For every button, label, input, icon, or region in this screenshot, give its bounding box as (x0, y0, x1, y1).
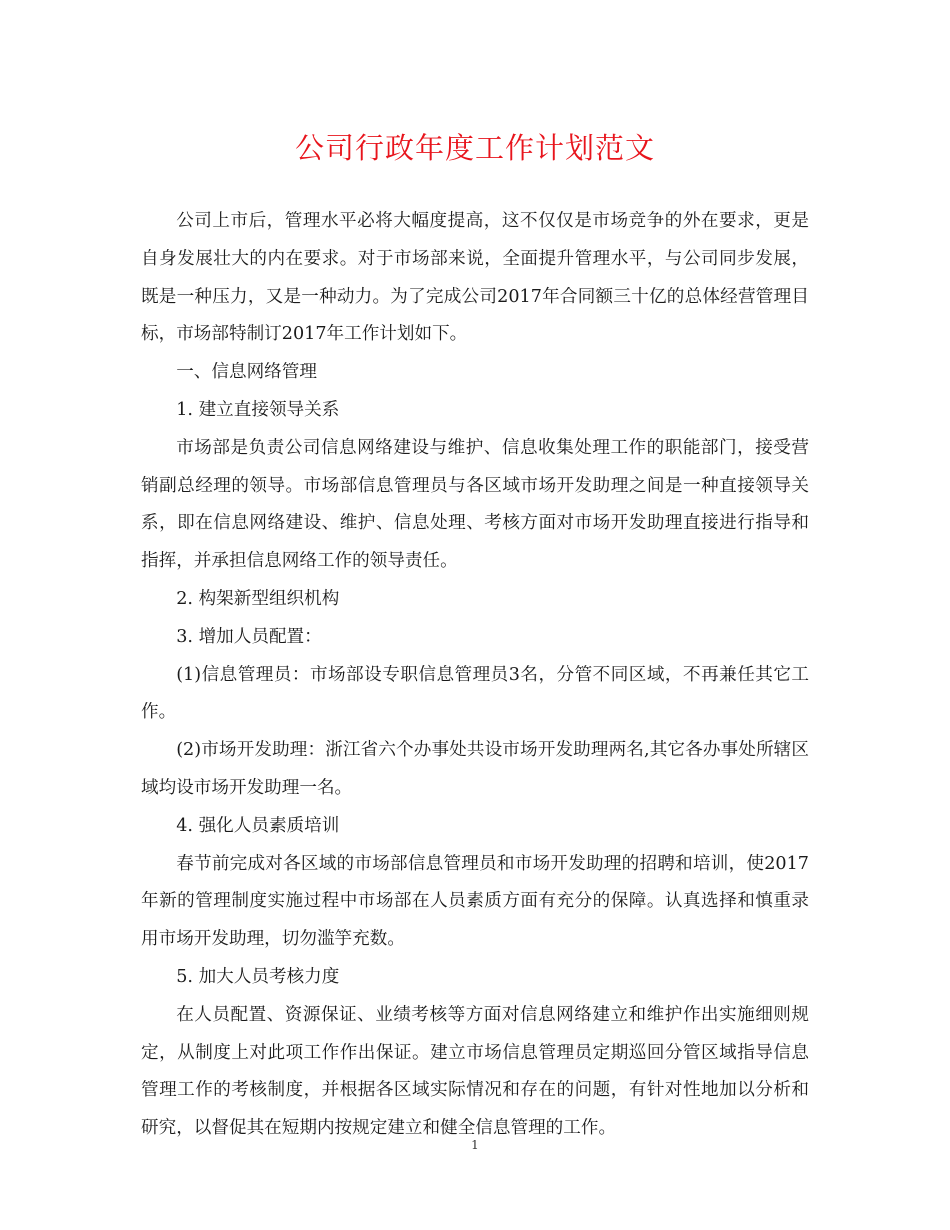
paragraph-assessment: 在人员配置、资源保证、业绩考核等方面对信息网络建立和维护作出实施细则规定，从制度上对此项工作作出保证。建立市场信息管理员定期巡回分管区域指导信息管理工作的考核制度，并根据各区域实际情况和存在的问题，有针对性地加以分析和研究，以督促其在短期内按规定建立和健全信息管理的工作。 (141, 1004, 809, 1139)
page-number: 1 (471, 1138, 479, 1152)
subheading-2: 2. 构架新型组织机构 (176, 588, 340, 609)
paragraph-info-manager: (1)信息管理员：市场部设专职信息管理员3名，分管不同区域，不再兼任其它工作。 (141, 664, 809, 723)
subheading-1: 1. 建立直接领导关系 (176, 399, 340, 420)
paragraph-market-assistant: (2)市场开发助理：浙江省六个办事处共设市场开发助理两名,其它各办事处所辖区域均设市场开发助理一名。 (141, 740, 809, 798)
paragraph-intro: 公司上市后，管理水平必将大幅度提高，这不仅仅是市场竞争的外在要求，更是自身发展壮大的内在要求。对于市场部来说，全面提升管理水平，与公司同步发展，既是一种压力，又是一种动力。为了完成公司2017年合同额三十亿的总体经营管理目标，市场部特制订2017年工作计划如下。 (141, 211, 809, 345)
document-title: 公司行政年度工作计划范文 (294, 131, 655, 165)
paragraph-training: 春节前完成对各区域的市场部信息管理员和市场开发助理的招聘和培训，使2017年新的管理制度实施过程中市场部在人员素质方面有充分的保障。认真选择和慎重录用市场开发助理，切勿滥竽充数。 (141, 853, 809, 950)
subheading-5: 5. 加大人员考核力度 (176, 966, 340, 987)
paragraph-leadership: 市场部是负责公司信息网络建设与维护、信息收集处理工作的职能部门，接受营销副总经理的领导。市场部信息管理员与各区域市场开发助理之间是一种直接领导关系，即在信息网络建设、维护、信息处理、考核方面对市场开发助理直接进行指导和指挥，并承担信息网络工作的领导责任。 (141, 437, 809, 572)
section-heading-1: 一、信息网络管理 (176, 362, 317, 383)
subheading-3: 3. 增加人员配置： (176, 626, 322, 647)
subheading-4: 4. 强化人员素质培训 (176, 815, 340, 836)
document-body (141, 203, 809, 1148)
